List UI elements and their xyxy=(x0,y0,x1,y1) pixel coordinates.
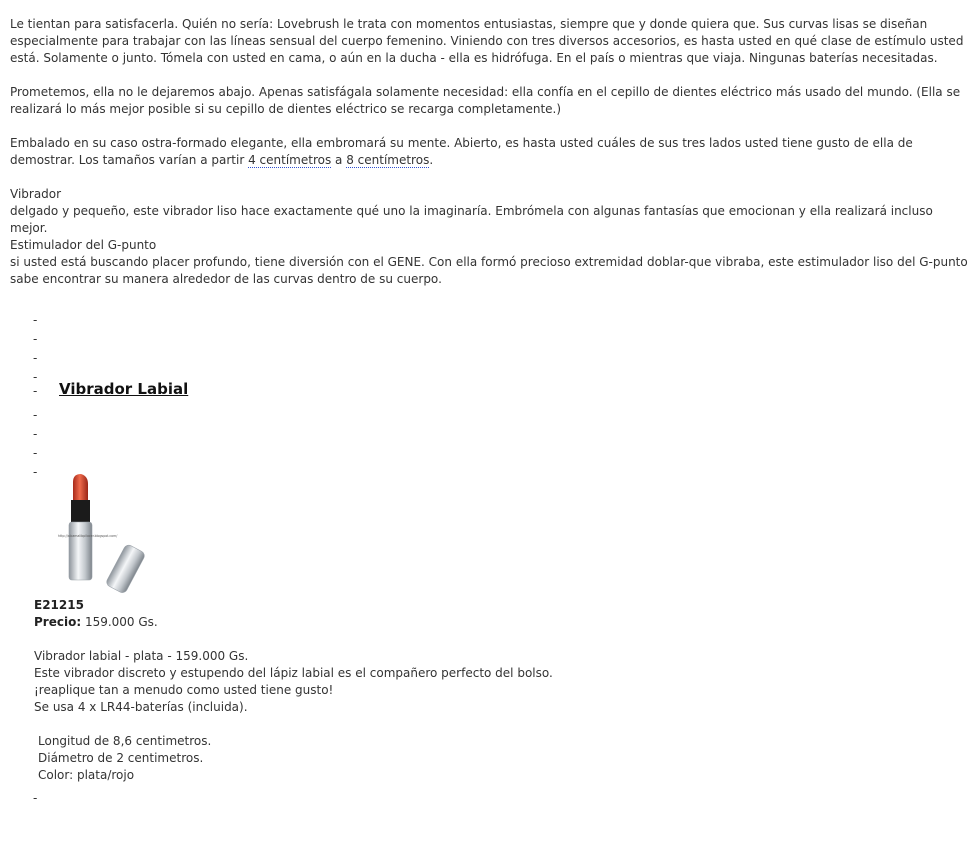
product-description-3: ¡reaplique tan a menudo como usted tiene gusto! xyxy=(34,683,334,697)
paragraph-3-text-end: . xyxy=(429,153,434,167)
spec-length: Longitud de 8,6 centimetros. xyxy=(38,734,212,748)
product-description-4: Se usa 4 x LR44-baterías (incluida). xyxy=(34,700,248,714)
spec-diameter: Diámetro de 2 centimetros. xyxy=(38,751,204,765)
intro-paragraph-1: Le tientan para satisfacerla. Quién no sería: Lovebrush le trata con momentos entusiastas, siempre que y donde quiera que. Sus curvas lisas se diseñan especialmente para trabajar con las líneas sensual del cuerpo femenino. Viniendo con tres diversos accesorios, es hasta usted en qué clase de estímulo usted está. Solamente o junto. Tómela con usted en cama, o aún en la ducha - ella es hidrófuga. En el país o mientras que viaja. Ningunas baterías necesitadas. xyxy=(10,17,964,65)
dash-bullet: - xyxy=(33,351,38,365)
dash-bullet: - xyxy=(33,384,38,398)
product-title-link[interactable]: Vibrador Labial xyxy=(59,380,189,398)
price-label: Precio: xyxy=(34,615,82,629)
vibrador-description: delgado y pequeño, este vibrador liso hace exactamente qué uno la imaginaría. Embrómela con algunas fantasías que emocionan y ella realizará incluso mejor. xyxy=(10,204,933,235)
dash-bullet: - xyxy=(33,791,38,805)
lipstick-product-image xyxy=(54,470,154,594)
vibrador-heading: Vibrador xyxy=(10,187,62,201)
dash-bullet: - xyxy=(33,313,38,327)
intro-paragraph-2: Prometemos, ella no le dejaremos abajo. Apenas satisfágala solamente necesidad: ella confía en el cepillo de dientes eléctrico más usado del mundo. (Ella se realizará lo más mejor posible si su cepillo de dientes eléctrico se recarga completamente.) xyxy=(10,85,961,116)
product-description-1: Vibrador labial - plata - 159.000 Gs. xyxy=(34,649,249,663)
spec-color: Color: plata/rojo xyxy=(38,768,135,782)
lipstick-collar xyxy=(71,500,90,522)
paragraph-3-text-start: Embalado en su caso ostra-formado elegante, ella embromará su mente. Abierto, es hasta usted cuáles de sus tres lados usted tiene gusto de ella de demostrar. Los tamaños varían a partir xyxy=(10,136,913,167)
lipstick-body xyxy=(69,522,92,580)
gspot-heading: Estimulador del G-punto xyxy=(10,238,157,252)
product-code: E21215 xyxy=(34,598,84,612)
gspot-description: si usted está buscando placer profundo, tiene diversión con el GENE. Con ella formó precioso extremidad doblar-que vibraba, este estimulador liso del G-punto sabe encontrar su manera alrededor de las curvas dentro de su cuerpo. xyxy=(10,255,968,286)
image-watermark: http://alcamalibpilacer.blogspot.com/ xyxy=(58,534,118,538)
size-link-4cm[interactable]: 4 centímetros xyxy=(248,153,332,167)
dash-bullet: - xyxy=(33,332,38,346)
dash-bullet: - xyxy=(33,446,38,460)
paragraph-3-text-mid: a xyxy=(331,153,347,167)
price-value: 159.000 Gs. xyxy=(81,615,158,629)
intro-paragraph-3 xyxy=(10,135,972,169)
dash-bullet: - xyxy=(33,370,38,384)
product-description-2: Este vibrador discreto y estupendo del lápiz labial es el compañero perfecto del bolso. xyxy=(34,666,553,680)
lipstick-tip xyxy=(73,474,88,500)
dash-bullet: - xyxy=(33,408,38,422)
dash-bullet: - xyxy=(33,465,38,479)
dash-bullet: - xyxy=(33,427,38,441)
lipstick-cap xyxy=(105,543,146,594)
product-price xyxy=(34,614,158,631)
size-link-8cm[interactable]: 8 centímetros xyxy=(346,153,430,167)
